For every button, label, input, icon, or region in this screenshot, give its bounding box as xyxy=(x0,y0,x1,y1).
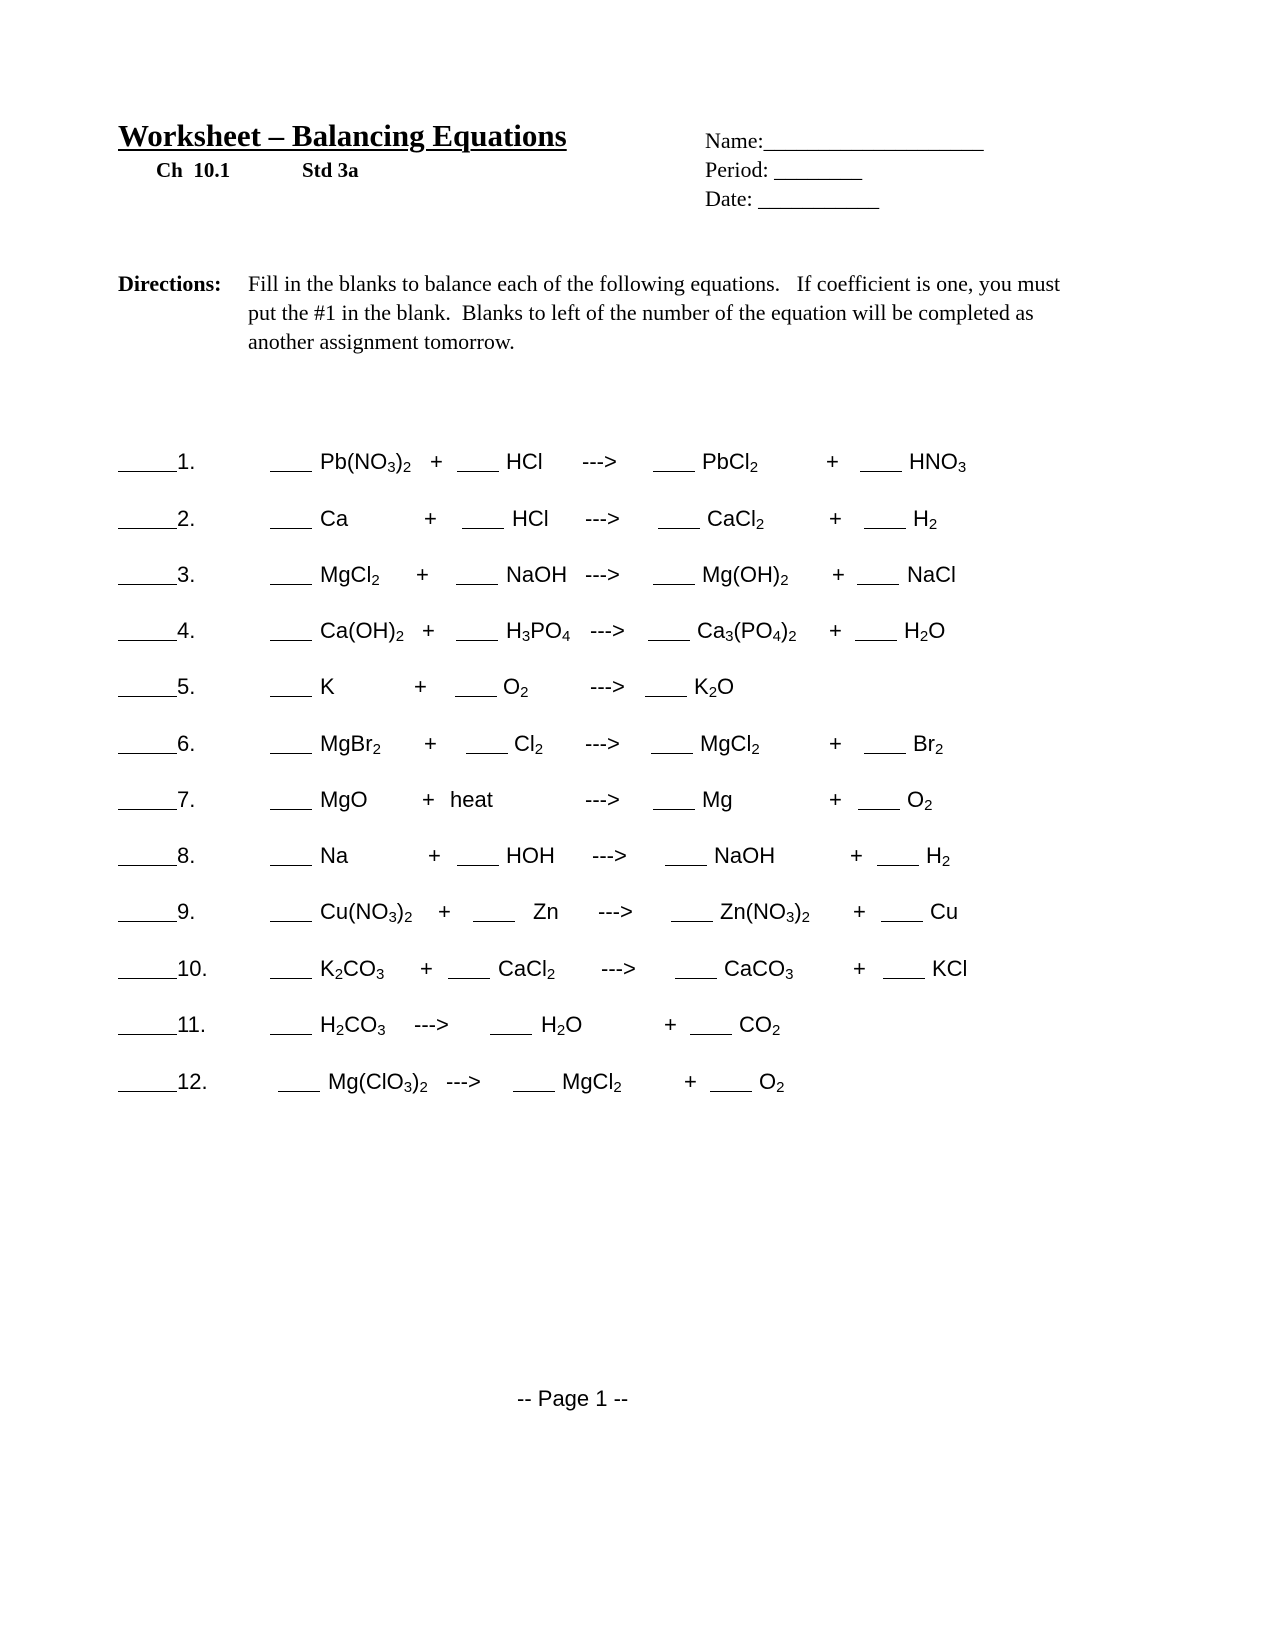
equation-row xyxy=(0,899,1275,929)
equation-row xyxy=(0,843,1275,873)
chemical-formula: CaCO$_3$ xyxy=(724,956,794,983)
period-field[interactable] xyxy=(705,157,862,183)
chemical-formula: CaCl$_2$ xyxy=(707,506,765,533)
answer-blank[interactable] xyxy=(118,562,177,591)
coefficient-blank[interactable] xyxy=(860,449,902,478)
plus-sign: + xyxy=(829,787,842,812)
chemical-formula: $Mg(ClO_3)_2$ xyxy=(328,1069,428,1096)
answer-blank[interactable] xyxy=(118,1012,177,1041)
coefficient-blank[interactable] xyxy=(864,731,906,760)
chemical-formula: MgCl$_2$ xyxy=(562,1069,622,1096)
coefficient-blank[interactable] xyxy=(877,843,919,872)
reaction-arrow: ---> xyxy=(414,1012,449,1037)
chemical-formula: $Pb(NO_3)_2$ xyxy=(320,449,412,476)
equation-number: 8. xyxy=(177,843,196,868)
plus-sign: + xyxy=(414,674,427,699)
chemical-formula: $H_3PO_4$ xyxy=(506,618,571,645)
chemical-formula: $O_2$ xyxy=(503,674,529,701)
coefficient-blank[interactable] xyxy=(671,899,713,928)
coefficient-blank[interactable] xyxy=(456,562,498,591)
equation-number: 10. xyxy=(177,956,208,981)
coefficient-blank[interactable] xyxy=(270,787,312,816)
date-label: Date: xyxy=(705,186,753,211)
name-label: Name: xyxy=(705,128,764,153)
period-label: Period: xyxy=(705,157,769,182)
equation-row xyxy=(0,731,1275,761)
answer-blank[interactable] xyxy=(118,449,177,478)
coefficient-blank[interactable] xyxy=(651,731,693,760)
chemical-formula: $CO_2$ xyxy=(739,1012,781,1039)
equation-row xyxy=(0,1069,1275,1099)
coefficient-blank[interactable] xyxy=(270,674,312,703)
coefficient-blank[interactable] xyxy=(653,562,695,591)
answer-blank[interactable] xyxy=(118,674,177,703)
plus-sign: + xyxy=(829,506,842,531)
chemical-formula: $H_2$ xyxy=(926,843,951,870)
coefficient-blank[interactable] xyxy=(858,787,900,816)
chemical-formula: KCl xyxy=(932,956,968,981)
answer-blank[interactable] xyxy=(118,899,177,928)
chemical-formula: $Ca(OH)_2$ xyxy=(320,618,405,645)
period-blank[interactable]: ________ xyxy=(774,157,863,182)
directions-line: Fill in the blanks to balance each of the following equations. If coefficient is one, you must xyxy=(248,271,1061,296)
chemical-formula: $Zn(NO_3)_2$ xyxy=(720,899,811,926)
coefficient-blank[interactable] xyxy=(653,787,695,816)
plus-sign: + xyxy=(420,956,433,981)
reaction-arrow: ---> xyxy=(585,506,620,531)
chemical-formula: $Cu(NO_3)_2$ xyxy=(320,899,413,926)
directions-line: another assignment tomorrow. xyxy=(248,329,515,354)
equation-number: 6. xyxy=(177,731,196,756)
reaction-arrow: ---> xyxy=(585,562,620,587)
page-number: -- Page 1 -- xyxy=(517,1386,629,1411)
coefficient-blank[interactable] xyxy=(278,1069,320,1098)
coefficient-blank[interactable] xyxy=(490,1012,532,1041)
plus-sign: + xyxy=(853,956,866,981)
coefficient-blank[interactable] xyxy=(881,899,923,928)
chapter-label: Ch 10.1 xyxy=(156,158,231,182)
coefficient-blank[interactable] xyxy=(270,731,312,760)
chemical-formula: MgBr$_2$ xyxy=(320,731,381,758)
plus-sign: + xyxy=(416,562,429,587)
plus-sign: + xyxy=(853,899,866,924)
answer-blank[interactable] xyxy=(118,731,177,760)
equation-number: 5. xyxy=(177,674,196,699)
chemical-formula: heat xyxy=(450,787,493,812)
chemical-formula: HCl xyxy=(512,506,549,531)
plus-sign: + xyxy=(829,731,842,756)
equation-number: 2. xyxy=(177,506,196,531)
answer-blank[interactable] xyxy=(118,787,177,816)
standard-label: Std 3a xyxy=(302,158,359,182)
coefficient-blank[interactable] xyxy=(855,618,897,647)
worksheet-title: Worksheet – Balancing Equations xyxy=(118,118,567,153)
chemical-formula: Cu xyxy=(930,899,959,924)
coefficient-blank[interactable] xyxy=(456,618,498,647)
chemical-formula: $Br_2$ xyxy=(913,731,944,758)
plus-sign: + xyxy=(438,899,451,924)
plus-sign: + xyxy=(850,843,863,868)
coefficient-blank[interactable] xyxy=(457,449,499,478)
directions-line: put the #1 in the blank. Blanks to left of the number of the equation will be completed as xyxy=(248,300,1034,325)
equation-row xyxy=(0,787,1275,817)
chemical-formula: NaCl xyxy=(907,562,956,587)
chemical-formula: CaCl$_2$ xyxy=(498,956,556,983)
chemical-formula: $Cl_2$ xyxy=(514,731,544,758)
equation-row xyxy=(0,506,1275,536)
plus-sign: + xyxy=(424,506,437,531)
reaction-arrow: ---> xyxy=(582,449,617,474)
plus-sign: + xyxy=(829,618,842,643)
coefficient-blank[interactable] xyxy=(883,956,925,985)
coefficient-blank[interactable] xyxy=(270,956,312,985)
reaction-arrow: ---> xyxy=(590,674,625,699)
coefficient-blank[interactable] xyxy=(648,618,690,647)
plus-sign: + xyxy=(422,618,435,643)
equation-number: 12. xyxy=(177,1069,208,1094)
chemical-formula: MgCl$_2$ xyxy=(700,731,760,758)
reaction-arrow: ---> xyxy=(590,618,625,643)
coefficient-blank[interactable] xyxy=(653,449,695,478)
chemical-formula: $HNO_3$ xyxy=(909,449,967,476)
chemical-formula: MgCl$_2$ xyxy=(320,562,380,589)
coefficient-blank[interactable] xyxy=(270,843,312,872)
coefficient-blank[interactable] xyxy=(270,899,312,928)
equation-number: 7. xyxy=(177,787,196,812)
coefficient-blank[interactable] xyxy=(473,899,515,928)
answer-blank[interactable] xyxy=(118,956,177,985)
equation-number: 4. xyxy=(177,618,196,643)
plus-sign: + xyxy=(684,1069,697,1094)
chemical-formula: $H_2O$ xyxy=(904,618,946,645)
coefficient-blank[interactable] xyxy=(270,506,312,535)
coefficient-blank[interactable] xyxy=(857,562,899,591)
chemical-formula: $H_2CO_3$ xyxy=(320,1012,386,1039)
plus-sign: + xyxy=(430,449,443,474)
coefficient-blank[interactable] xyxy=(270,618,312,647)
coefficient-blank[interactable] xyxy=(466,731,508,760)
coefficient-blank[interactable] xyxy=(665,843,707,872)
chemical-formula: $K_2CO_3$ xyxy=(320,956,385,983)
chemical-formula: K xyxy=(320,674,335,699)
coefficient-blank[interactable] xyxy=(270,1012,312,1041)
coefficient-blank[interactable] xyxy=(457,843,499,872)
directions-label: Directions: xyxy=(118,271,222,296)
reaction-arrow: ---> xyxy=(585,731,620,756)
date-field[interactable] xyxy=(705,186,879,212)
date-blank[interactable]: ___________ xyxy=(758,186,880,211)
chemical-formula: $Mg(OH)_2$ xyxy=(702,562,789,589)
coefficient-blank[interactable] xyxy=(675,956,717,985)
equation-row xyxy=(0,449,1275,479)
plus-sign: + xyxy=(826,449,839,474)
answer-blank[interactable] xyxy=(118,618,177,647)
plus-sign: + xyxy=(664,1012,677,1037)
coefficient-blank[interactable] xyxy=(513,1069,555,1098)
coefficient-blank[interactable] xyxy=(455,674,497,703)
equation-row xyxy=(0,618,1275,648)
reaction-arrow: ---> xyxy=(446,1069,481,1094)
equation-row xyxy=(0,674,1275,704)
answer-blank[interactable] xyxy=(118,506,177,535)
chemical-formula: $O_2$ xyxy=(759,1069,785,1096)
chemical-formula: NaOH xyxy=(714,843,776,868)
chemical-formula: $O_2$ xyxy=(907,787,933,814)
plus-sign: + xyxy=(832,562,845,587)
coefficient-blank[interactable] xyxy=(658,506,700,535)
coefficient-blank[interactable] xyxy=(462,506,504,535)
coefficient-blank[interactable] xyxy=(864,506,906,535)
chemical-formula: Mg xyxy=(702,787,733,812)
equation-number: 3. xyxy=(177,562,196,587)
equation-row xyxy=(0,956,1275,986)
chemical-formula: NaOH xyxy=(506,562,568,587)
chemical-formula: HCl xyxy=(506,449,543,474)
equation-number: 9. xyxy=(177,899,196,924)
chemical-formula: $K_2O$ xyxy=(694,674,735,701)
plus-sign: + xyxy=(422,787,435,812)
chemical-formula: HOH xyxy=(506,843,555,868)
chemical-formula: MgO xyxy=(320,787,368,812)
chemical-formula: PbCl$_2$ xyxy=(702,449,759,476)
name-field[interactable] xyxy=(705,128,984,154)
chemical-formula: $H_2O$ xyxy=(541,1012,583,1039)
coefficient-blank[interactable] xyxy=(270,562,312,591)
equation-number: 11. xyxy=(177,1012,206,1037)
answer-blank[interactable] xyxy=(118,843,177,872)
answer-blank[interactable] xyxy=(118,1069,177,1098)
name-blank[interactable]: ____________________ xyxy=(763,128,984,153)
coefficient-blank[interactable] xyxy=(710,1069,752,1098)
coefficient-blank[interactable] xyxy=(270,449,312,478)
coefficient-blank[interactable] xyxy=(690,1012,732,1041)
chemical-formula: Ca xyxy=(320,506,349,531)
reaction-arrow: ---> xyxy=(585,787,620,812)
reaction-arrow: ---> xyxy=(598,899,633,924)
chemical-formula: $H_2$ xyxy=(913,506,938,533)
equation-number: 1. xyxy=(177,449,196,474)
coefficient-blank[interactable] xyxy=(645,674,687,703)
reaction-arrow: ---> xyxy=(592,843,627,868)
coefficient-blank[interactable] xyxy=(448,956,490,985)
reaction-arrow: ---> xyxy=(601,956,636,981)
chemical-formula: $Ca_3(PO_4)_2$ xyxy=(697,618,797,645)
equation-row xyxy=(0,562,1275,592)
plus-sign: + xyxy=(428,843,441,868)
equation-row xyxy=(0,1012,1275,1042)
chemical-formula: Na xyxy=(320,843,349,868)
plus-sign: + xyxy=(424,731,437,756)
chemical-formula: Zn xyxy=(533,899,559,924)
